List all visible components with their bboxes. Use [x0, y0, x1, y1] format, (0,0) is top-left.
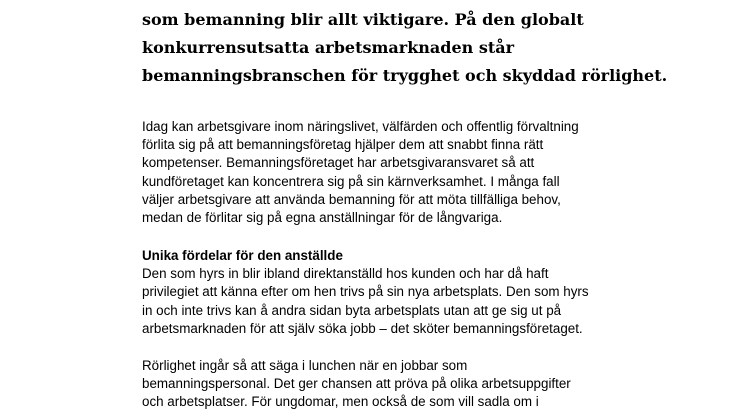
text-line: och arbetsplatser. För ungdomar, men också de som vill sadla om i	[142, 394, 539, 410]
body-paragraph-3	[142, 357, 742, 412]
text-line: in och inte trivs kan å andra sidan byta arbetsplats utan att ge sig ut på	[142, 302, 562, 318]
lead-line: konkurrensutsatta arbetsmarknaden står	[142, 38, 515, 57]
lead-line: bemanningsbranschen för trygghet och skyddad rörlighet.	[142, 66, 668, 85]
section-heading: Unika fördelar för den anställde	[142, 248, 343, 263]
text-line: kompetenser. Bemanningsföretaget har arbetsgivaransvaret så att	[142, 155, 535, 171]
body-paragraph-1	[142, 118, 742, 227]
text-line: väljer arbetsgivare att använda bemanning för att möta tillfälliga behov,	[142, 191, 561, 207]
text-line: Rörlighet ingår så att säga i lunchen när en jobbar som	[142, 358, 468, 373]
text-line: bemanningspersonal. Det ger chansen att pröva på olika arbetsuppgifter	[142, 376, 571, 392]
text-line: privilegiet att känna efter om hen trivs på sin nya arbetsplats. Den som hyrs	[142, 284, 589, 300]
text-line: medan de förlitar sig på egna anställningar för de långvariga.	[142, 210, 503, 226]
text-line: kundföretaget kan koncentrera sig på sin kärnverksamhet. I många fall	[142, 173, 560, 189]
lead-paragraph	[142, 6, 742, 90]
text-line: Idag kan arbetsgivare inom näringslivet, välfärden och offentlig förvaltning	[142, 119, 579, 134]
text-line: arbetsmarknaden för att själv söka jobb – det sköter bemanningsföretaget.	[142, 320, 583, 336]
body-paragraph-2	[142, 247, 742, 338]
lead-line: som bemanning blir allt viktigare. På den globalt	[142, 10, 584, 29]
text-line: förlita sig på att bemanningsföretag hjälper dem att snabbt finna rätt	[142, 137, 544, 153]
text-line: Den som hyrs in blir ibland direktanställd hos kunden och har då haft	[142, 266, 549, 282]
